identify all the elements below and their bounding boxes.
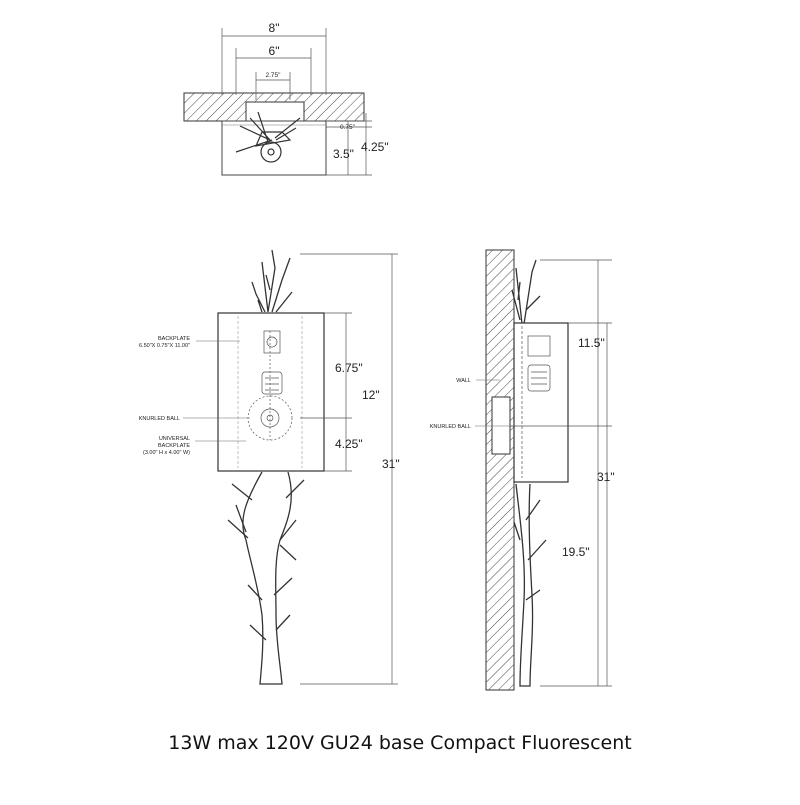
label-universal: UNIVERSAL — [158, 436, 190, 442]
top-view — [184, 21, 389, 175]
spec-caption: 13W max 120V GU24 base Compact Fluorescent — [168, 732, 632, 754]
branch-top-side — [512, 260, 540, 324]
branch-trunk-front — [228, 472, 304, 684]
label-knurled-ball-side: KNURLED BALL — [429, 424, 471, 430]
junction-box — [492, 397, 510, 454]
branch-top-front — [252, 250, 292, 312]
label-universal-size: (3.00" H x 4.00" W) — [142, 450, 190, 456]
dim-6-label: 6" — [268, 44, 280, 58]
dim-8-label: 8" — [268, 21, 280, 35]
dim-425-label-top: 4.25" — [361, 140, 389, 154]
dim-12-label: 12" — [362, 388, 380, 402]
dim-31-label-front: 31" — [382, 457, 400, 471]
dim-35-label: 3.5" — [333, 147, 354, 161]
dim-275-label: 2.75" — [265, 72, 281, 79]
dim-425-label-front: 4.25" — [335, 437, 363, 451]
label-backplate-size: 6.50"X 0.75"X 11.00" — [138, 343, 190, 349]
dim-075-label: 0.75" — [340, 124, 355, 131]
dim-675-label: 6.75" — [335, 361, 363, 375]
shade-top-view — [222, 121, 326, 175]
mounting-box — [246, 102, 304, 121]
dim-115-label: 11.5" — [578, 336, 605, 350]
label-backplate: BACKPLATE — [158, 336, 190, 342]
label-knurled-ball-front: KNURLED BALL — [138, 416, 180, 422]
front-view — [139, 250, 400, 684]
dim-8-in — [222, 28, 326, 95]
branch-trunk-side — [514, 484, 546, 686]
label-wall: WALL — [456, 378, 471, 384]
dim-195-label: 19.5" — [562, 545, 590, 559]
side-view — [430, 250, 615, 690]
wall — [486, 250, 514, 690]
label-universal-backplate: BACKPLATE — [158, 443, 190, 449]
dim-31-label-side: 31" — [597, 470, 615, 484]
shade-front-view — [218, 313, 324, 471]
